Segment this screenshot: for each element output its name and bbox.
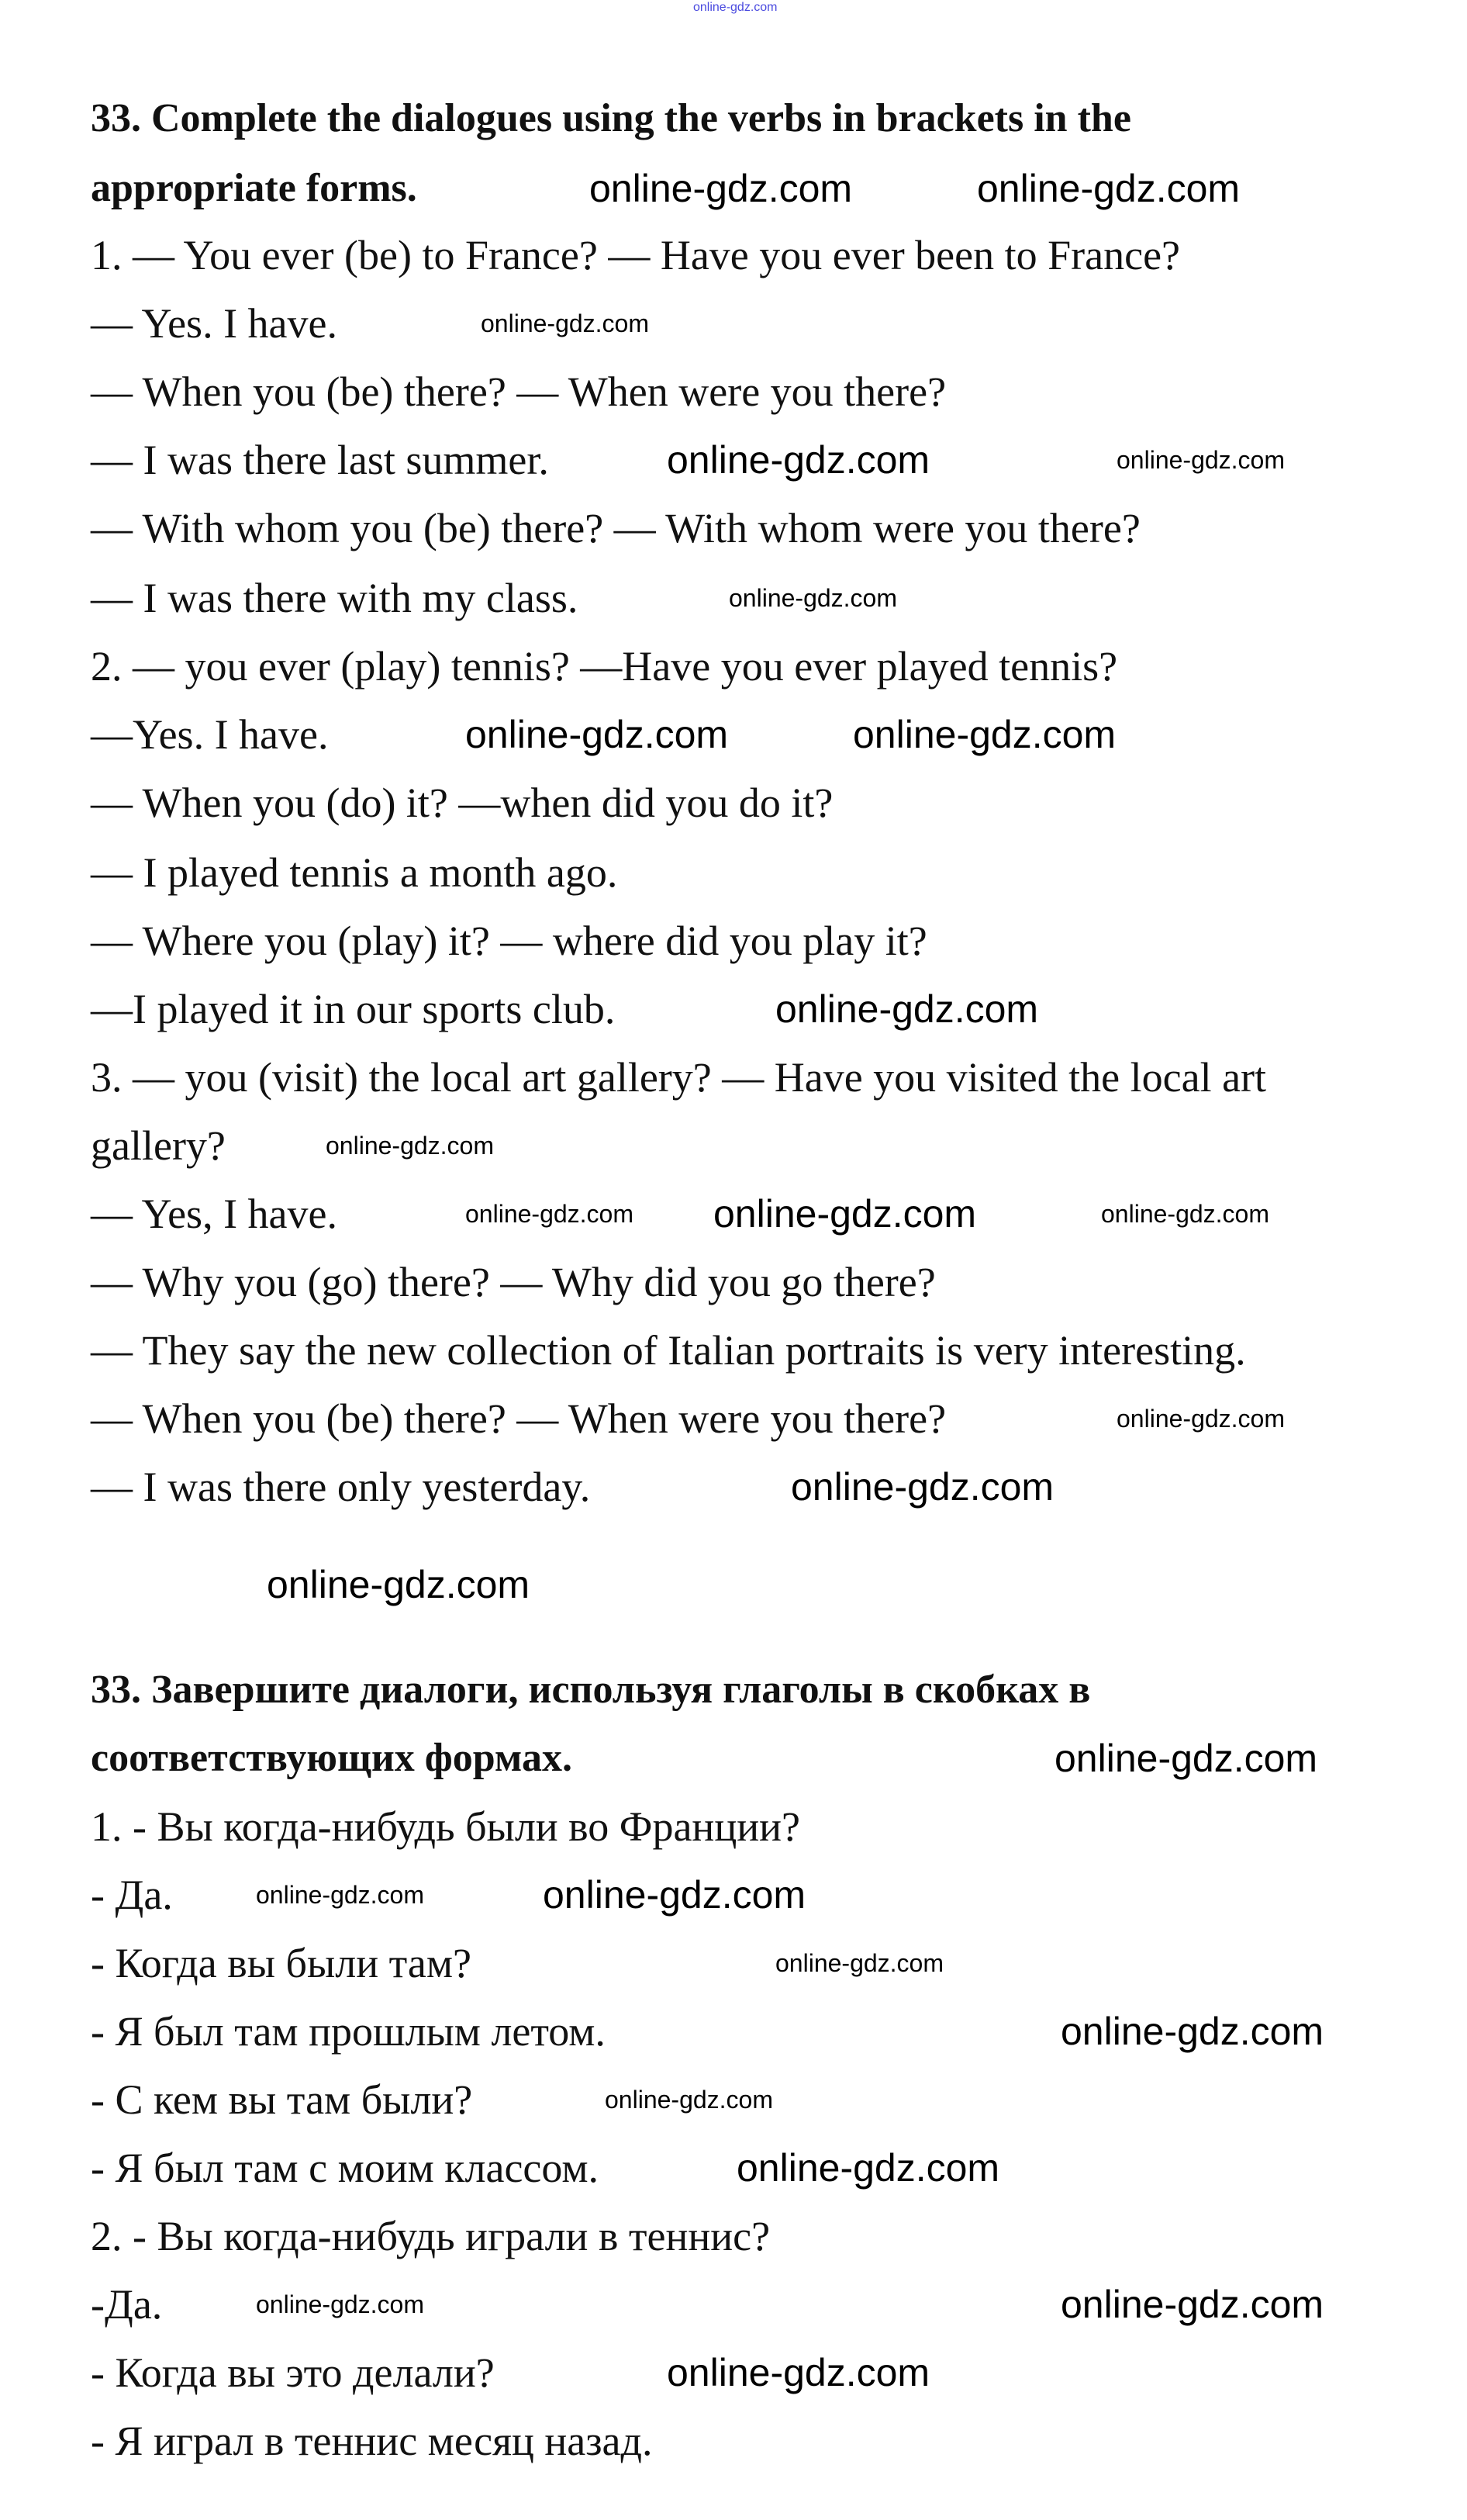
- dialogue-line-en: — I was there with my class.: [91, 575, 578, 621]
- dialogue-line-ru: - Когда вы это делали?: [91, 2349, 495, 2396]
- watermark: online-gdz.com: [1101, 1200, 1269, 1228]
- watermark: online-gdz.com: [775, 1949, 944, 1977]
- dialogue-line-en: — I was there last summer.: [91, 437, 549, 483]
- watermark: online-gdz.com: [1061, 2283, 1324, 2326]
- watermark: online-gdz.com: [667, 2351, 930, 2394]
- dialogue-line-ru: - С кем вы там были?: [91, 2076, 473, 2123]
- watermark: online-gdz.com: [605, 2086, 773, 2114]
- watermark: online-gdz.com: [589, 167, 853, 210]
- watermark: online-gdz.com: [729, 584, 897, 612]
- dialogue-line-en: — Yes. I have.: [91, 300, 337, 347]
- dialogue-line-en: — Where you (play) it? — where did you play it?: [91, 918, 927, 964]
- dialogue-line-ru: 1. - Вы когда-нибудь были во Франции?: [91, 1803, 800, 1850]
- watermark: online-gdz.com: [267, 1563, 530, 1606]
- watermark: online-gdz.com: [543, 1873, 806, 1917]
- dialogue-line-ru: - Я был там прошлым летом.: [91, 2008, 606, 2055]
- watermark: online-gdz.com: [481, 309, 649, 337]
- exercise-title-en: appropriate forms.: [91, 166, 417, 210]
- dialogue-line-en: —I played it in our sports club.: [91, 986, 616, 1032]
- watermark: online-gdz.com: [1117, 1405, 1285, 1433]
- dialogue-line-ru: - Да.: [91, 1872, 173, 1918]
- watermark: online-gdz.com: [1117, 446, 1285, 474]
- exercise-title-ru: 33. Завершите диалоги, используя глаголы в скобках в: [91, 1668, 1091, 1712]
- dialogue-line-en: — Yes, I have.: [91, 1191, 337, 1237]
- dialogue-line-ru: 2. - Вы когда-нибудь играли в теннис?: [91, 2213, 771, 2259]
- dialogue-line-en: — With whom you (be) there? — With whom were you there?: [91, 505, 1141, 551]
- dialogue-line-ru: - Я был там с моим классом.: [91, 2145, 599, 2191]
- dialogue-line-en: — When you (be) there? — When were you there?: [91, 1395, 947, 1442]
- watermark: online-gdz.com: [1055, 1737, 1318, 1780]
- dialogue-line-en: — When you (do) it? —when did you do it?: [91, 780, 834, 826]
- watermark: online-gdz.com: [326, 1132, 494, 1160]
- exercise-title-en: 33. Complete the dialogues using the verbs in brackets in the: [91, 96, 1131, 140]
- watermark: online-gdz.com: [465, 1200, 633, 1228]
- dialogue-line-en: — Why you (go) there? — Why did you go there?: [91, 1259, 936, 1305]
- watermark: online-gdz.com: [1061, 2010, 1324, 2053]
- watermark: online-gdz.com: [713, 1192, 977, 1236]
- watermark: online-gdz.com: [977, 167, 1241, 210]
- watermark: online-gdz.com: [791, 1465, 1055, 1509]
- watermark: online-gdz.com: [256, 2290, 424, 2318]
- dialogue-line-en: gallery?: [91, 1122, 226, 1169]
- dialogue-line-en: 2. — you ever (play) tennis? —Have you ever played tennis?: [91, 643, 1118, 690]
- dialogue-line-en: 1. — You ever (be) to France? — Have you ever been to France?: [91, 232, 1181, 278]
- watermark: online-gdz.com: [737, 2146, 1000, 2190]
- watermark: online-gdz.com: [667, 438, 930, 482]
- dialogue-line-ru: - Когда вы были там?: [91, 1940, 471, 1986]
- watermark: online-gdz.com: [775, 987, 1039, 1031]
- dialogue-line-en: — I played tennis a month ago.: [91, 849, 618, 896]
- watermark: online-gdz.com: [693, 1, 778, 14]
- dialogue-line-ru: - Я играл в теннис месяц назад.: [91, 2418, 653, 2464]
- watermark: online-gdz.com: [853, 713, 1117, 756]
- exercise-title-ru: соответствующих формах.: [91, 1736, 572, 1780]
- watermark: online-gdz.com: [256, 1881, 424, 1909]
- dialogue-line-en: — They say the new collection of Italian portraits is very interesting.: [91, 1327, 1246, 1374]
- watermark: online-gdz.com: [465, 713, 729, 756]
- dialogue-line-en: —Yes. I have.: [91, 711, 329, 758]
- dialogue-line-en: — I was there only yesterday.: [91, 1464, 591, 1510]
- dialogue-line-en: 3. — you (visit) the local art gallery? — Have you visited the local art: [91, 1054, 1267, 1101]
- dialogue-line-en: — When you (be) there? — When were you there?: [91, 368, 947, 415]
- dialogue-line-ru: -Да.: [91, 2281, 163, 2328]
